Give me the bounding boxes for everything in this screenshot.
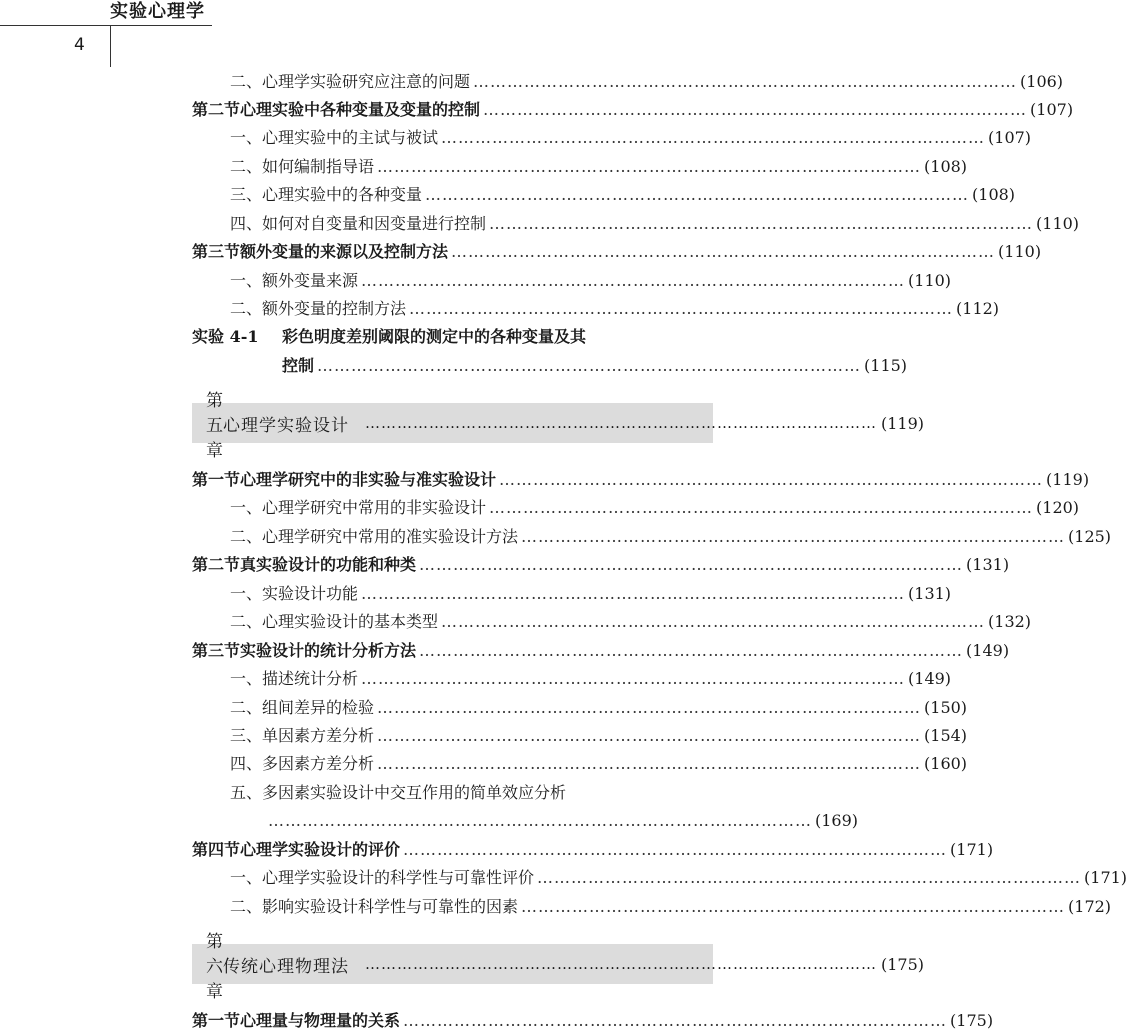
- toc-entry[interactable]: [192, 498, 1080, 518]
- toc-section[interactable]: [192, 555, 1010, 575]
- section-number: 第三节: [192, 242, 241, 261]
- chapter-page: (119): [881, 413, 925, 433]
- toc-section[interactable]: [192, 641, 1010, 661]
- leader-dots: ……………………………………………………………………………………: [419, 555, 964, 574]
- leader-dots: ……………………………………………………………………………………: [377, 726, 922, 745]
- toc-section[interactable]: [192, 242, 1042, 262]
- leader-dots: ……………………………………………………………………………………: [361, 669, 906, 688]
- toc-entry[interactable]: [192, 669, 952, 689]
- chapter-banner[interactable]: [192, 390, 925, 461]
- toc-entry[interactable]: [192, 128, 1032, 148]
- toc-entry-page: (112): [956, 299, 1000, 318]
- toc-entry-label: 二、影响实验设计科学性与可靠性的因素: [230, 897, 519, 916]
- section-title: 实验设计的统计分析方法: [240, 641, 417, 660]
- toc-entry-label: 五、多因素实验设计中交互作用的简单效应分析: [230, 783, 567, 802]
- section-title: 心理学研究中的非实验与准实验设计: [240, 470, 497, 489]
- toc-entry-label: 三、心理实验中的各种变量: [230, 185, 423, 204]
- section-title: 心理学实验设计的评价: [240, 840, 401, 859]
- section-title: 额外变量的来源以及控制方法: [240, 242, 449, 261]
- toc-entry-label: 二、额外变量的控制方法: [230, 299, 407, 318]
- toc-entry-label: 一、心理学研究中常用的非实验设计: [230, 498, 487, 517]
- leader-dots: ……………………………………………………………………………………: [268, 811, 812, 830]
- chapter-number: 第六章: [206, 931, 223, 1002]
- toc-entry-label: 二、组间差异的检验: [230, 698, 375, 717]
- leader-dots: ……………………………………………………………………………………: [499, 470, 1044, 489]
- toc-entry-label: 二、心理学实验研究应注意的问题: [230, 72, 471, 91]
- leader-dots: ……………………………………………………………………………………: [451, 242, 996, 261]
- toc-section[interactable]: [192, 1011, 994, 1031]
- toc-entry[interactable]: [192, 157, 968, 177]
- toc-entry-label: 二、心理实验设计的基本类型: [230, 612, 439, 631]
- toc-entry-label: 四、如何对自变量和因变量进行控制: [230, 214, 487, 233]
- toc-entry-page: (132): [988, 612, 1032, 631]
- toc-entry-label: 三、单因素方差分析: [230, 726, 375, 745]
- toc-entry[interactable]: [192, 271, 952, 291]
- leader-dots: ……………………………………………………………………………………: [377, 698, 922, 717]
- leader-dots: ……………………………………………………………………………………: [537, 868, 1082, 887]
- toc-entry-page: (119): [1046, 470, 1090, 489]
- toc-entry-page: (125): [1068, 527, 1112, 546]
- leader-dots: ……………………………………………………………………………………: [409, 299, 954, 318]
- toc-entry[interactable]: [192, 726, 968, 746]
- toc-entry-page: (172): [1068, 897, 1112, 916]
- toc-entry-label: 二、心理学研究中常用的准实验设计方法: [230, 527, 519, 546]
- toc-entry[interactable]: [192, 868, 1127, 888]
- toc-entry-page: (108): [924, 157, 968, 176]
- toc-entry-page: (169): [815, 811, 859, 830]
- toc-entry-label: 四、多因素方差分析: [230, 754, 375, 773]
- section-number: 第二节: [192, 100, 241, 119]
- leader-dots: ……………………………………………………………………………………: [521, 527, 1066, 546]
- toc-entry-page: (115): [864, 356, 908, 375]
- toc-entry-page: (149): [966, 641, 1010, 660]
- leader-dots: ……………………………………………………………………………………: [403, 840, 948, 859]
- toc-entry[interactable]: [192, 214, 1080, 234]
- toc-entry[interactable]: [192, 185, 1016, 205]
- leader-dots: ……………………………………………………………………………………: [403, 1011, 948, 1030]
- chapter-banner[interactable]: [192, 931, 925, 1002]
- toc-entry[interactable]: [192, 612, 1032, 632]
- toc-entry-page: (154): [924, 726, 968, 745]
- toc-experiment-continued[interactable]: [282, 356, 908, 376]
- section-number: 第一节: [192, 1011, 241, 1030]
- experiment-title-cont: 控制: [282, 356, 315, 375]
- leader-dots: ……………………………………………………………………………………: [377, 157, 922, 176]
- toc-entry[interactable]: [192, 698, 968, 718]
- toc-entry-page: (171): [950, 840, 994, 859]
- header-rule: [0, 25, 212, 26]
- toc-entry-page: (150): [924, 698, 968, 717]
- toc-entry[interactable]: [192, 527, 1112, 547]
- toc-entry-label: 一、心理实验中的主试与被试: [230, 128, 439, 147]
- leader-dots: ……………………………………………………………………………………: [483, 100, 1028, 119]
- leader-dots: ……………………………………………………………………………………: [441, 612, 986, 631]
- chapter-number: 第五章: [206, 390, 223, 461]
- page-margin-line: [110, 25, 111, 67]
- page-number: 4: [74, 35, 85, 55]
- toc-entry[interactable]: [192, 584, 952, 604]
- toc-entry-page: (108): [972, 185, 1016, 204]
- leader-dots: ……………………………………………………………………………………: [361, 584, 906, 603]
- leader-dots: ……………………………………………………………………………………: [521, 897, 1066, 916]
- toc-entry-page: (171): [1084, 868, 1127, 887]
- toc-entry[interactable]: [192, 72, 1064, 92]
- toc-entry[interactable]: [192, 754, 968, 774]
- chapter-title: 心理学实验设计: [223, 415, 349, 436]
- section-title: 真实验设计的功能和种类: [240, 555, 417, 574]
- toc-experiment[interactable]: [192, 327, 713, 347]
- toc-entry-page: (107): [988, 128, 1032, 147]
- leader-dots: ……………………………………………………………………………………: [489, 214, 1034, 233]
- toc-entry-label: 一、额外变量来源: [230, 271, 359, 290]
- leader-dots: ……………………………………………………………………………………: [365, 955, 877, 973]
- experiment-number: 实验 4-1: [192, 327, 259, 346]
- toc-entry-page: (107): [1030, 100, 1074, 119]
- leader-dots: ……………………………………………………………………………………: [377, 754, 922, 773]
- leader-dots: ……………………………………………………………………………………: [441, 128, 986, 147]
- toc-entry-page: (175): [950, 1011, 994, 1030]
- toc-entry[interactable]: [192, 897, 1112, 917]
- toc-entry-page: (160): [924, 754, 968, 773]
- toc-entry-page: (131): [908, 584, 952, 603]
- toc-entry[interactable]: [192, 783, 751, 803]
- leader-dots: ……………………………………………………………………………………: [425, 185, 970, 204]
- section-number: 第三节: [192, 641, 241, 660]
- toc-entry-page: (149): [908, 669, 952, 688]
- leader-dots: ……………………………………………………………………………………: [473, 72, 1018, 91]
- toc-entry-label: 一、实验设计功能: [230, 584, 359, 603]
- chapter-page: (175): [881, 954, 925, 974]
- toc-section[interactable]: [192, 470, 1090, 490]
- leader-dots: ……………………………………………………………………………………: [361, 271, 906, 290]
- toc-entry-label: 一、描述统计分析: [230, 669, 359, 688]
- toc-entry-page: (110): [998, 242, 1042, 261]
- section-number: 第一节: [192, 470, 241, 489]
- toc-entry-page: (110): [908, 271, 952, 290]
- leader-dots: ……………………………………………………………………………………: [419, 641, 964, 660]
- section-number: 第二节: [192, 555, 241, 574]
- section-title: 心理实验中各种变量及变量的控制: [240, 100, 481, 119]
- section-number: 第四节: [192, 840, 241, 859]
- toc-entry[interactable]: [192, 299, 1000, 319]
- chapter-title: 传统心理物理法: [223, 956, 349, 977]
- leader-dots: ……………………………………………………………………………………: [489, 498, 1034, 517]
- running-title: 实验心理学: [110, 1, 205, 22]
- toc-entry-page: (106): [1020, 72, 1064, 91]
- toc-entry-page: (110): [1036, 214, 1080, 233]
- section-title: 心理量与物理量的关系: [240, 1011, 401, 1030]
- toc-entry-continued[interactable]: [268, 811, 859, 831]
- leader-dots: ……………………………………………………………………………………: [365, 414, 877, 432]
- toc-entry-label: 一、心理学实验设计的科学性与可靠性评价: [230, 868, 535, 887]
- leader-dots: ……………………………………………………………………………………: [317, 356, 862, 375]
- toc-entry-label: 二、如何编制指导语: [230, 157, 375, 176]
- toc-section[interactable]: [192, 100, 1074, 120]
- toc-section[interactable]: [192, 840, 994, 860]
- experiment-title: 彩色明度差别阈限的测定中的各种变量及其: [282, 327, 587, 346]
- toc-entry-page: (120): [1036, 498, 1080, 517]
- toc-entry-page: (131): [966, 555, 1010, 574]
